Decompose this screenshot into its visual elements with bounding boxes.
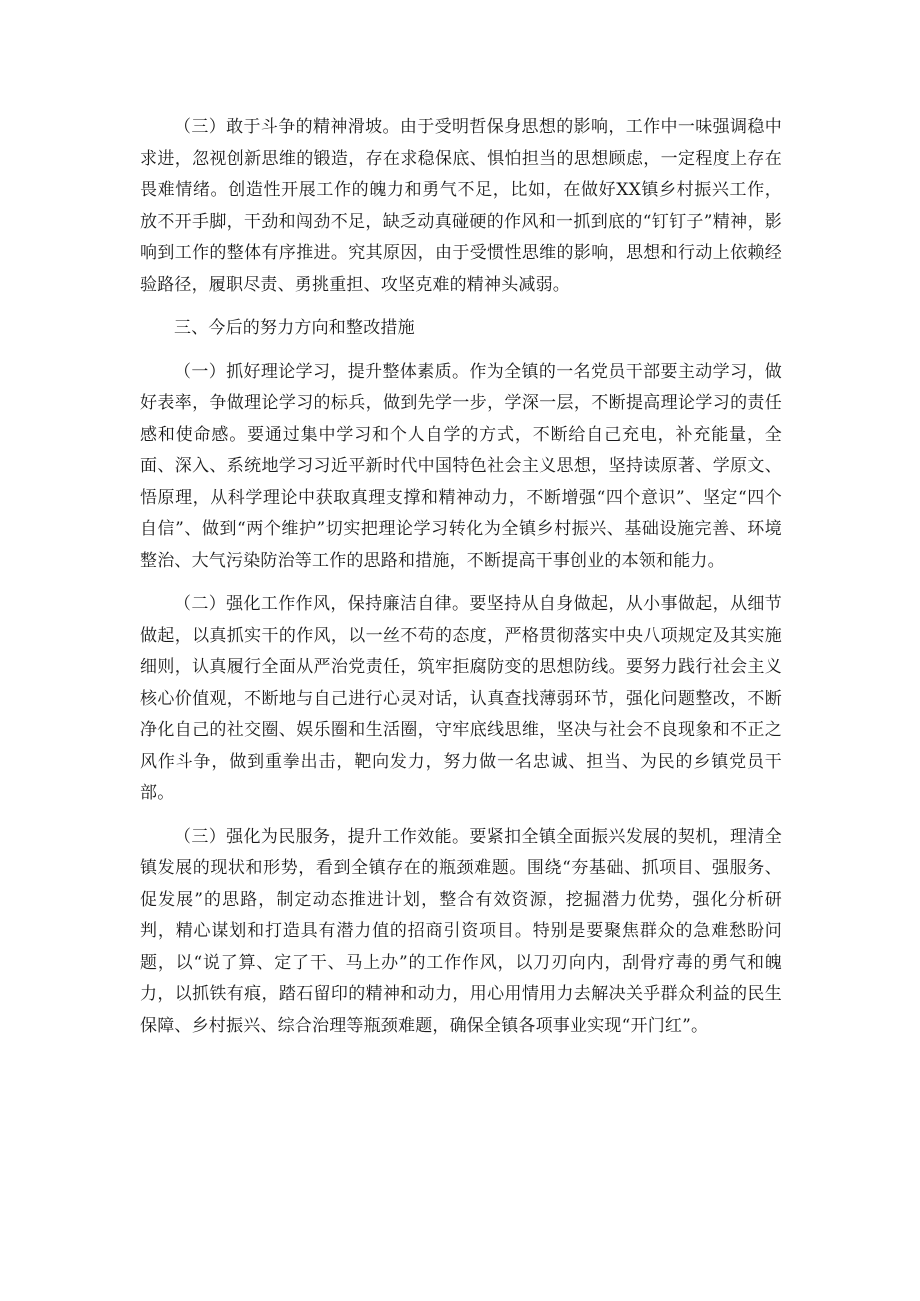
document-body: [140, 112, 782, 1042]
section-heading-improvement-measures: 三、今后的努力方向和整改措施: [174, 318, 415, 338]
paragraph-theory-study: （一）抓好理论学习，提升整体素质。作为全镇的一名党员干部要主动学习，做好表率，争做理论学习的标兵，做到先学一步，学深一层，不断提高理论学习的责任感和使命感。要通过集中学习和个人自学的方式，不断给自己充电，补充能量，全面、深入、系统地学习习近平新时代中国特色社会主义思想，坚持读原著、学原文、悟原理，从科学理论中获取真理支撑和精神动力，不断增强“四个意识”、坚定“四个自信”、做到“两个维护”切实把理论学习转化为全镇乡村振兴、基础设施完善、环境整治、大气污染防治等工作的思路和措施，不断提高干事创业的本领和能力。: [140, 361, 782, 571]
paragraph-public-service: （三）强化为民服务，提升工作效能。要紧扣全镇全面振兴发展的契机，理清全镇发展的现状和形势，看到全镇存在的瓶颈难题。围绕“夯基础、抓项目、强服务、促发展”的思路，制定动态推进计划，整合有效资源，挖掘潜力优势，强化分析研判，精心谋划和打造具有潜力值的招商引资项目。特别是要聚焦群众的急难愁盼问题，以“说了算、定了干、马上办”的工作作风，以刀刃向内，刮骨疗毒的勇气和魄力，以抓铁有痕，踏石留印的精神和动力，用心用情用力去解决关乎群众利益的民生保障、乡村振兴、综合治理等瓶颈难题，确保全镇各项事业实现“开门红”。: [140, 826, 782, 1036]
paragraph-courage-decline: （三）敢于斗争的精神滑坡。由于受明哲保身思想的影响，工作中一味强调稳中求进，忽视创新思维的锻造，存在求稳保底、惧怕担当的思想顾虑，一定程度上存在畏难情绪。创造性开展工作的魄力和勇气不足，比如，在做好XX镇乡村振兴工作，放不开手脚，干劲和闯劲不足，缺乏动真碰硬的作风和一抓到底的“钉钉子”精神，影响到工作的整体有序推进。究其原因，由于受惯性思维的影响，思想和行动上依赖经验路径，履职尽责、勇挑重担、攻坚克难的精神头减弱。: [140, 117, 782, 295]
paragraph-work-style: （二）强化工作作风，保持廉洁自律。要坚持从自身做起，从小事做起，从细节做起，以真抓实干的作风，以一丝不苟的态度，严格贯彻落实中央八项规定及其实施细则，认真履行全面从严治党责任，筑牢拒腐防变的思想防线。要努力践行社会主义核心价值观，不断地与自己进行心灵对话，认真查找薄弱环节，强化问题整改，不断净化自己的社交圈、娱乐圈和生活圈，守牢底线思维，坚决与社会不良现象和不正之风作斗争，做到重拳出击，靶向发力，努力做一名忠诚、担当、为民的乡镇党员干部。: [140, 594, 782, 803]
